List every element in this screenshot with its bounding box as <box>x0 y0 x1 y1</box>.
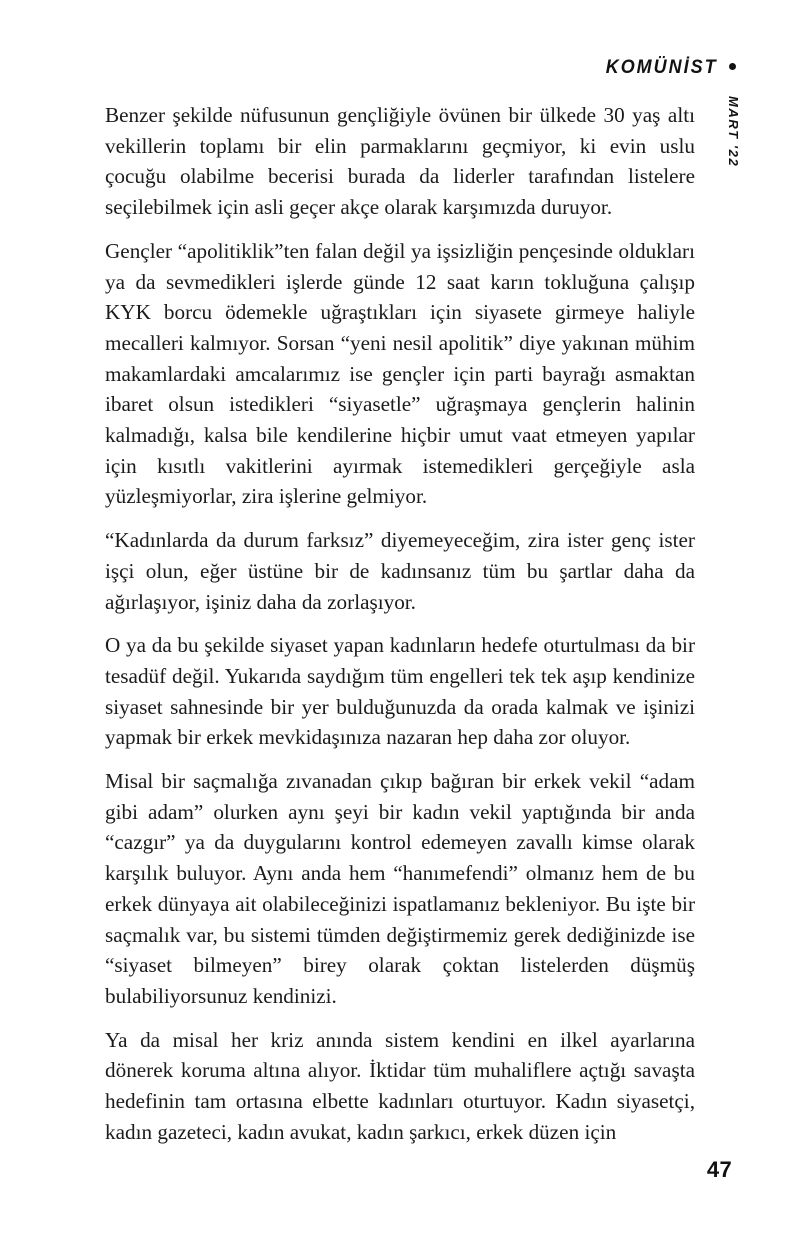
paragraph: Gençler “apolitiklik”ten falan değil ya işsizliğin pençesinde oldukları ya da sevmedikleri işlerde günde 12 saat karın tokluğuna çalışıp KYK borcu ödemekle uğraştıkları için siyasete girmeye haliyle mecalleri kalmıyor. Sorsan “yeni nesil apolitik” diye yakınan mühim makamlardaki amcalarımız ise gençler için parti bayrağı asmaktan ibaret olsun istedikleri “siyasetle” uğraşmaya gençlerin halinin kalmadığı, kalsa bile kendilerine hiçbir umut vaat etmeyen yapılar için kısıtlı vakitlerini ayırmak istemedikleri gerçeğiyle asla yüzleşmiyorlar, zira işlerine gelmiyor. <box>105 238 695 509</box>
issue-date-label: MART '22 <box>726 96 741 168</box>
paragraph: Benzer şekilde nüfusunun gençliğiyle övünen bir ülkede 30 yaş altı vekillerin toplamı bir elin parmaklarını geçmiyor, ki evin uslu çocuğu olabilme becerisi burada da liderler tarafından listelere seçilebilmek için asli geçer akçe olarak karşımızda duruyor. <box>105 103 695 220</box>
publication-title: KOMÜNİST <box>606 56 718 78</box>
paragraph: O ya da bu şekilde siyaset yapan kadınların hedefe oturtulması da bir tesadüf değil. Yukarıda saydığım tüm engelleri tek tek aşıp kendinize siyaset sahnesinde bir yer bulduğunuzda da orada kalmak ve işinizi yapmak bir erkek mevkidaşınıza nazaran hep daha zor oluyor. <box>105 633 695 750</box>
issue-date-tab <box>720 96 742 206</box>
body-text-block <box>105 100 695 1148</box>
bullet-dot-icon <box>729 63 736 70</box>
page-number: 47 <box>706 1157 732 1182</box>
paragraph: Ya da misal her kriz anında sistem kendini en ilkel ayarlarına dönerek koruma altına alıyor. İktidar tüm muhaliflere açtığı savaşta hedefinin tam ortasına elbette kadınları oturtuyor. Kadın siyasetçi, kadın gazeteci, kadın avukat, kadın şarkıcı, erkek düzen için <box>105 1027 695 1144</box>
paragraph: “Kadınlarda da durum farksız” diyemeyeceğim, zira ister genç ister işçi olun, eğer üstüne bir de kadınsanız tüm bu şartlar daha da ağırlaşıyor, işiniz daha da zorlaşıyor. <box>105 528 695 614</box>
running-head <box>596 56 736 79</box>
paragraph: Misal bir saçmalığa zıvanadan çıkıp bağıran bir erkek vekil “adam gibi adam” olurken aynı şeyi bir kadın vekil yaptığında bir anda “cazgır” ya da duygularını kontrol edemeyen zavallı kimse olarak karşılık buluyor. Aynı anda hem “hanımefendi” olmanız hem de bu erkek dünyaya ait olabileceğinizi ispatlamanız bekleniyor. Bu işte bir saçmalık var, bu sistemi tümden değiştirmemiz gerek dediğinizde ise “siyaset bilmeyen” birey olarak çoktan listelerden düşmüş bulabiliyorsunuz kendinizi. <box>105 769 695 1008</box>
